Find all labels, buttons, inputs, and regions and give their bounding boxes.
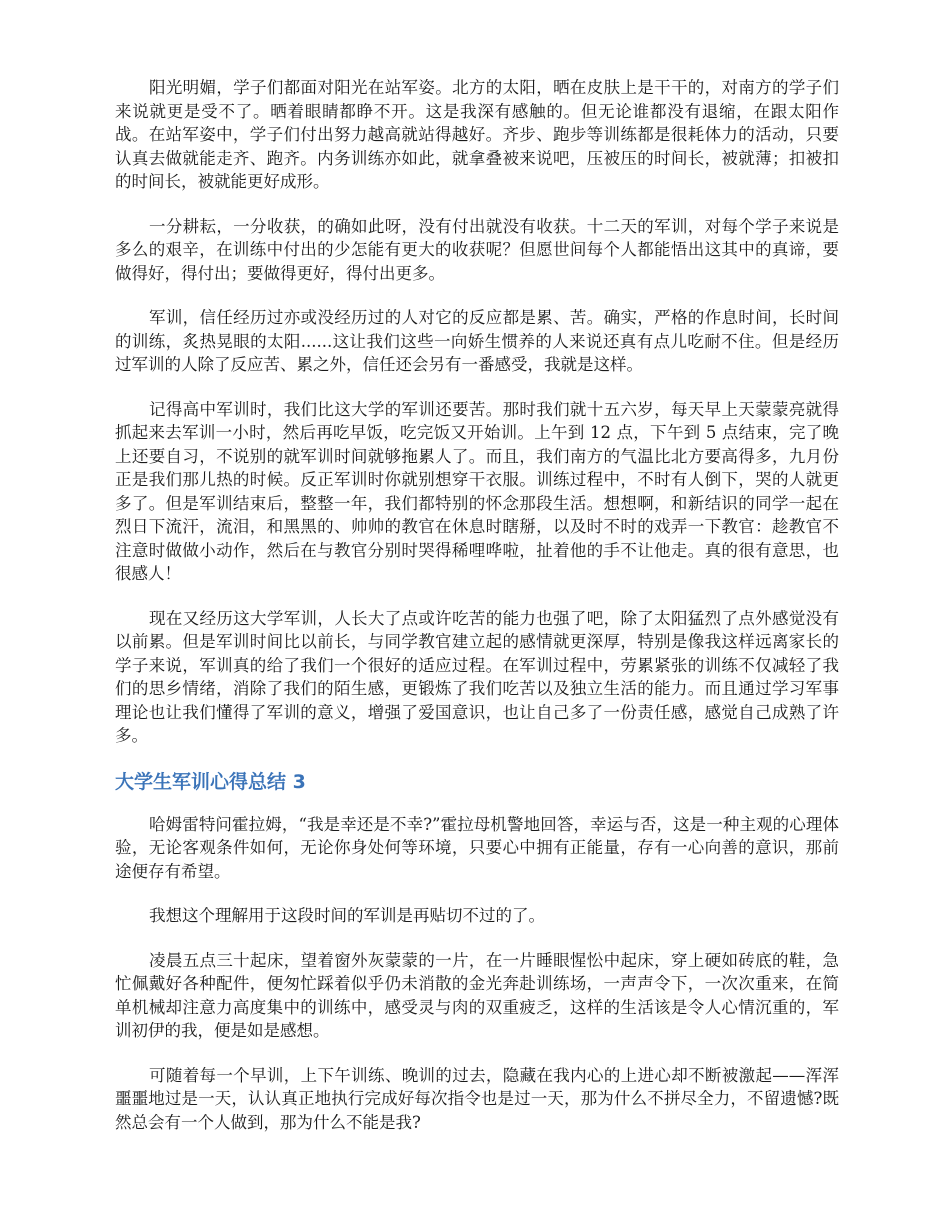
document-page [115, 76, 839, 1155]
paragraph: 阳光明媚，学子们都面对阳光在站军姿。北方的太阳，晒在皮肤上是干干的，对南方的学子们来说就更是受不了。晒着眼睛都睁不开。这是我深有感触的。但无论谁都没有退缩，在跟太阳作战。在站军姿中，学子们付出努力越高就站得越好。齐步、跑步等训练都是很耗体力的活动，只要认真去做就能走齐、跑齐。内务训练亦如此，就拿叠被来说吧，压被压的时间长，被就薄；扣被扣的时间长，被就能更好成形。 [115, 78, 839, 191]
paragraph: 记得高中军训时，我们比这大学的军训还要苦。那时我们就十五六岁，每天早上天蒙蒙亮就得抓起来去军训一小时，然后再吃早饭，吃完饭又开始训。上午到 12 点，下午到 5 点结束，完了晚上还要自习，不说别的就军训时间就够拖累人了。而且，我们南方的气温比北方要高得多，九月份正是我们那儿热的时候。反正军训时你就别想穿干衣服。训练过程中，不时有人倒下，哭的人就更多了。但是军训结束后，整整一年，我们都特别的怀念那段生活。想想啊，和新结识的同学一起在烈日下流汗，流泪，和黑黑的、帅帅的教官在休息时瞎掰，以及时不时的戏弄一下教官：趁教官不注意时做做小动作，然后在与教官分别时哭得稀哩哗啦，扯着他的手不让他走。真的很有意思，也很感人！ [115, 399, 839, 583]
paragraph: 哈姆雷特问霍拉姆，“我是幸还是不幸?”霍拉母机警地回答，幸运与否，这是一种主观的心理体验，无论客观条件如何，无论你身处何等环境，只要心中拥有正能量，存有一心向善的意识，那前途便存有希望。 [115, 814, 839, 881]
paragraph: 现在又经历这大学军训，人长大了点或许吃苦的能力也强了吧，除了太阳猛烈了点外感觉没有以前累。但是军训时间比以前长，与同学教官建立起的感情就更深厚，特别是像我这样远离家长的学子来说，军训真的给了我们一个很好的适应过程。在军训过程中，劳累紧张的训练不仅减轻了我们的思乡情绪，消除了我们的陌生感，更锻炼了我们吃苦以及独立生活的能力。而且通过学习军事理论也让我们懂得了军训的意义，增强了爱国意识，也让自己多了一份责任感，感觉自己成熟了许多。 [115, 608, 839, 745]
section-heading: 大学生军训心得总结 3 [115, 770, 306, 793]
paragraph: 凌晨五点三十起床，望着窗外灰蒙蒙的一片，在一片睡眼惺忪中起床，穿上硬如砖底的鞋，急忙佩戴好各种配件，便匆忙踩着似乎仍未消散的金光奔赴训练场，一声声令下，一次次重来，在简单机械却注意力高度集中的训练中，感受灵与肉的双重疲乏，这样的生活该是令人心情沉重的，军训初伊的我，便是如是感想。 [115, 950, 839, 1040]
paragraph: 一分耕耘，一分收获，的确如此呀，没有付出就没有收获。十二天的军训，对每个学子来说是多么的艰辛，在训练中付出的少怎能有更大的收获呢？但愿世间每个人都能悟出这其中的真谛，要做得好，得付出；要做得更好，得付出更多。 [115, 216, 839, 283]
paragraph: 我想这个理解用于这段时间的军训是再贴切不过的了。 [149, 906, 545, 925]
paragraph: 可随着每一个早训，上下午训练、晚训的过去，隐藏在我内心的上进心却不断被激起——浑浑噩噩地过是一天，认认真正地执行完成好每次指令也是过一天，那为什么不拼尽全力，不留遗憾?既然总会有一个人做到，那为什么不能是我? [115, 1065, 839, 1132]
paragraph: 军训，信任经历过亦或没经历过的人对它的反应都是累、苦。确实，严格的作息时间，长时间的训练，炙热晃眼的太阳......这让我们这些一向娇生惯养的人来说还真有点儿吃耐不住。但是经历过军训的人除了反应苦、累之外，信任还会另有一番感受，我就是这样。 [115, 308, 839, 374]
